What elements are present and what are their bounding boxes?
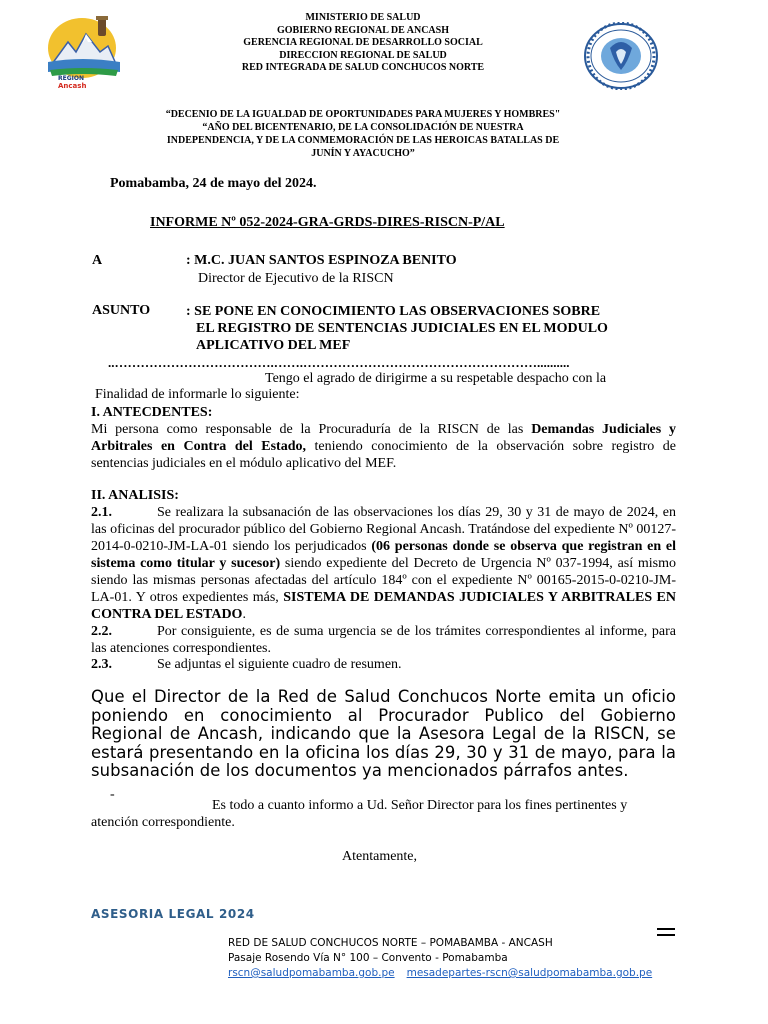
- department-signature: ASESORIA LEGAL 2024: [91, 907, 255, 921]
- subject-text: [186, 303, 666, 354]
- header-line: RED INTEGRADA DE SALUD CONCHUCOS NORTE: [241, 62, 485, 74]
- paragraph-text: siendo expediente del Decreto de Urgencia Nº 037-1994, así mismo siendo las mismas personas afectadas del artículo 184º con el expediente Nº 00165-2015-0-0210-JM-LA-01. Y otros expedientes más,: [91, 556, 677, 605]
- footer-email-link[interactable]: rscn@saludpomabamba.gob.pe: [228, 967, 395, 979]
- subject-line: : SE PONE EN CONOCIMIENTO LAS OBSERVACIONES SOBRE: [186, 304, 601, 319]
- paragraph-bold-text: Demandas Judiciales y Arbitrales en Contra del Estado,: [91, 422, 677, 454]
- header-line: GOBIERNO REGIONAL DE ANCASH: [277, 24, 449, 36]
- recipient-label: A: [92, 253, 103, 268]
- footer-line: RED DE SALUD CONCHUCOS NORTE – POMABAMBA - ANCASH: [228, 937, 553, 949]
- region-ancash-logo-icon: [42, 12, 124, 92]
- page-footer: [228, 936, 652, 981]
- paragraph-text: Por consiguiente, es de suma urgencia se de los trámites correspondientes al informe, para las atenciones correspondientes.: [91, 624, 676, 656]
- analisis-paragraph-2-2: [91, 623, 676, 657]
- subject-line: APLICATIVO DEL MEF: [196, 338, 351, 353]
- decenio-line: “AÑO DEL BICENTENARIO, DE LA CONSOLIDACIÓN DE NUESTRA: [202, 122, 524, 133]
- analisis-paragraph-2-1: [91, 504, 676, 623]
- footer-emails: [228, 966, 652, 981]
- antecedentes-paragraph: [91, 421, 676, 472]
- greeting-line: Tengo el agrado de dirigirme a su respetable despacho con la: [265, 371, 607, 386]
- header-line: DIRECCION REGIONAL DE SALUD: [279, 49, 447, 61]
- decenio-line: JUNÍN Y AYACUCHO”: [311, 148, 415, 159]
- paragraph-text: Mi persona como responsable de la Procuraduría de la RISCN de las: [91, 422, 532, 437]
- subject-label: ASUNTO: [92, 303, 151, 318]
- paragraph-bold-text: (06 personas donde se observa que registran en el sistema como titular y sucesor): [91, 539, 676, 571]
- dotted-separator: ..……………………………….…….………………………………………………..........: [108, 355, 570, 370]
- footer-email-link[interactable]: mesadepartes-rscn@saludpomabamba.gob.pe: [406, 967, 653, 979]
- institution-header: [200, 12, 526, 75]
- section-heading-antecedentes: I. ANTECDENTES:: [91, 405, 213, 420]
- closing-line: atención correspondiente.: [91, 815, 235, 830]
- closing-line: Es todo a cuanto informo a Ud. Señor Director para los fines pertinentes y: [212, 798, 628, 813]
- double-line-mark: [657, 928, 675, 936]
- decenio-line: “DECENIO DE LA IGUALDAD DE OPORTUNIDADES PARA MUJERES Y HOMBRES": [165, 109, 561, 120]
- header-line: GERENCIA REGIONAL DE DESARROLLO SOCIAL: [243, 37, 483, 49]
- logo-text-ancash: Ancash: [58, 82, 87, 90]
- paragraph-number: 2.1.: [91, 505, 112, 520]
- decenio-block: [150, 108, 576, 160]
- red-salud-seal-icon: [582, 22, 660, 90]
- report-number: INFORME Nº 052-2024-GRA-GRDS-DIRES-RISCN-P/AL: [150, 215, 505, 230]
- recipient-name: : M.C. JUAN SANTOS ESPINOZA BENITO: [186, 253, 457, 268]
- analisis-paragraph-2-3: [91, 656, 676, 673]
- paragraph-text: Se realizara la subsanación de las observaciones los días 29, 30 y 31 de mayo de 2024, en las oficinas del procurador público del Gobierno Regional Ancash. Tratándose del expediente Nº 00127-2014-0-0210-JM-LA-01 siendo los perjudicados: [91, 505, 676, 554]
- conclusion-paragraph: Que el Director de la Red de Salud Conchucos Norte emita un oficio poniendo en conocimiento al Procurador Publico del Gobierno Regional de Ancash, indicando que la Asesora Legal de la RISCN, se estará presentando en la oficina los días 29, 30 y 31 de mayo, para la subsanación de los documentos ya mencionados párrafos antes.: [91, 687, 676, 781]
- logo-text-region: REGION: [58, 75, 84, 82]
- paragraph-bold-text: SISTEMA DE DEMANDAS JUDICIALES Y ARBITRALES EN CONTRA DEL ESTADO: [91, 590, 676, 622]
- footer-line: Pasaje Rosendo Vía N° 100 – Convento - Pomabamba: [228, 952, 508, 964]
- section-heading-analisis: II. ANALISIS:: [91, 488, 179, 503]
- paragraph-text: Se adjuntas el siguiente cuadro de resumen.: [157, 657, 402, 672]
- document-date: Pomabamba, 24 de mayo del 2024.: [110, 176, 317, 191]
- dash-mark: -: [110, 787, 115, 802]
- subject-line: EL REGISTRO DE SENTENCIAS JUDICIALES EN EL MODULO: [196, 321, 608, 336]
- greeting-line: Finalidad de informarle lo siguiente:: [95, 387, 300, 402]
- paragraph-text: teniendo conocimiento de la observación sobre registro de sentencias judiciales en el módulo aplicativo del MEF.: [91, 439, 677, 471]
- paragraph-text: .: [242, 607, 246, 622]
- recipient-position: Director de Ejecutivo de la RISCN: [198, 271, 394, 286]
- decenio-line: INDEPENDENCIA, Y DE LA CONMEMORACIÓN DE LAS HEROICAS BATALLAS DE: [166, 135, 560, 146]
- sign-off: Atentamente,: [342, 849, 418, 864]
- header-line: MINISTERIO DE SALUD: [305, 12, 421, 23]
- paragraph-number: 2.3.: [91, 657, 112, 672]
- paragraph-number: 2.2.: [91, 624, 112, 639]
